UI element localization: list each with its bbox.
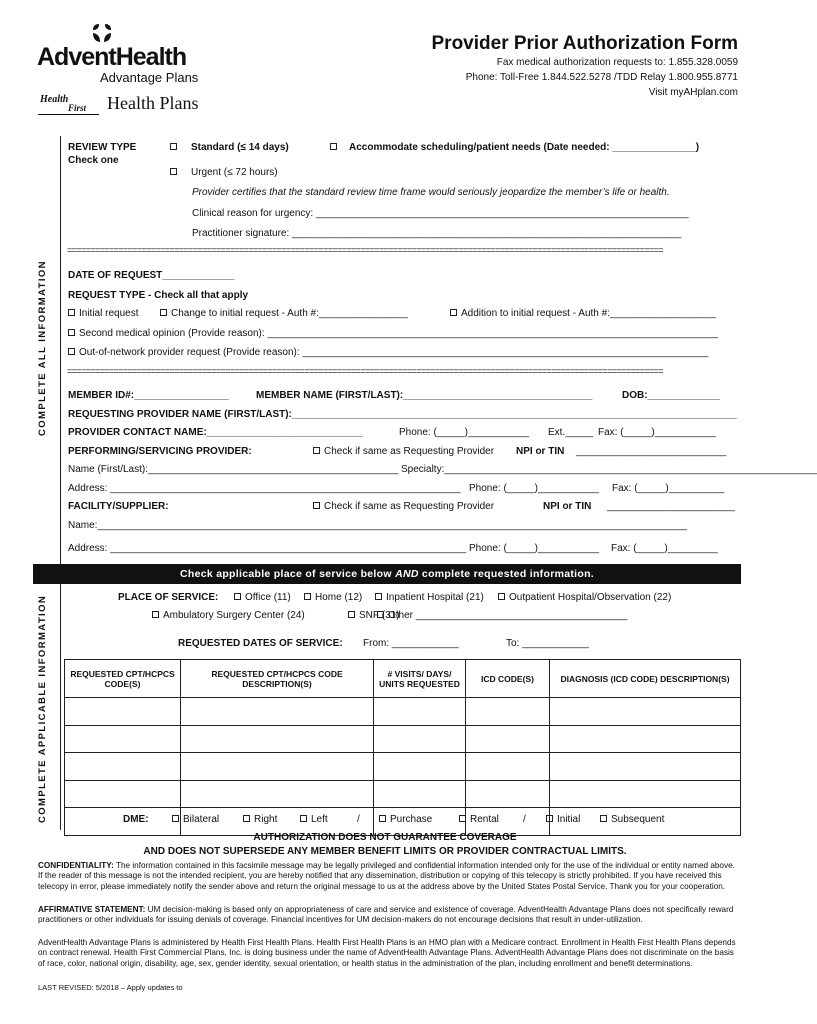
dme-purchase-checkbox[interactable] — [379, 815, 386, 822]
table-cell[interactable] — [374, 780, 466, 808]
dob-field[interactable]: DOB:_____________ — [622, 390, 720, 401]
facility-fax-field[interactable]: Fax: (_____)_________ — [611, 543, 718, 554]
pos-ambulatory-checkbox[interactable] — [152, 611, 159, 618]
dme-rental-checkbox[interactable] — [459, 815, 466, 822]
accommodate-checkbox[interactable] — [330, 143, 337, 150]
accommodate-label: Accommodate scheduling/patient needs (Date needed: _______________) — [349, 142, 700, 153]
dme-right-option[interactable] — [243, 814, 277, 825]
phone-line: Phone: Toll-Free 1.844.522.5278 /TDD Relay 1.800.955.8771 — [465, 72, 738, 83]
review-check-one: Check one — [68, 155, 119, 166]
side-label-complete-applicable: COMPLETE APPLICABLE INFORMATION — [37, 594, 48, 823]
visit-line: Visit myAHplan.com — [648, 87, 738, 98]
out-of-network-checkbox[interactable] — [68, 348, 75, 355]
date-of-request-field[interactable]: DATE OF REQUEST_____________ — [68, 270, 235, 281]
pos-outpatient-label: Outpatient Hospital/Observation (22) — [509, 592, 672, 603]
last-revised: LAST REVISED: 5/2018 – Apply updates to — [38, 983, 183, 992]
pos-other-label: Other ______________________________________ — [388, 610, 628, 621]
dme-purchase-label: Purchase — [390, 814, 433, 825]
facility-npi-field[interactable]: _______________________ — [607, 501, 735, 512]
adventhealth-logo-name: AdventHealth — [37, 43, 187, 71]
member-name-field[interactable]: MEMBER NAME (FIRST/LAST):__________________________________ — [256, 390, 593, 401]
dme-purchase-option[interactable] — [379, 814, 432, 825]
page-title: Provider Prior Authorization Form — [431, 33, 738, 54]
urgent-label: Urgent (≤ 72 hours) — [191, 167, 278, 178]
services-table — [64, 659, 741, 836]
performing-name-field[interactable]: Name (First/Last):_____________________________________________ — [68, 464, 399, 475]
standard-label: Standard (≤ 14 days) — [191, 142, 289, 153]
performing-phone-field[interactable]: Phone: (_____)___________ — [469, 483, 600, 494]
second-opinion-label: Second medical opinion (Provide reason): _________________________________________________________________________________ — [79, 328, 718, 339]
adventhealth-logo-subtitle: Advantage Plans — [100, 70, 199, 85]
pos-outpatient-checkbox[interactable] — [498, 593, 505, 600]
addition-request-option[interactable] — [450, 308, 716, 319]
pos-home-label: Home (12) — [315, 592, 363, 603]
pos-other-checkbox[interactable] — [377, 611, 384, 618]
dme-initial-checkbox[interactable] — [546, 815, 553, 822]
dme-initial-label: Initial — [557, 814, 581, 825]
table-row — [65, 780, 741, 808]
provider-certifies-text: Provider certifies that the standard review time frame would seriously jeopardize the member’s life or health. — [192, 187, 670, 198]
table-cell[interactable] — [181, 725, 374, 753]
facility-same-option[interactable] — [313, 501, 494, 512]
pos-outpatient-option[interactable] — [498, 592, 671, 603]
banner-text-post: complete requested information. — [418, 568, 595, 580]
place-of-service-label: PLACE OF SERVICE: — [118, 592, 219, 603]
table-row — [65, 698, 741, 726]
banner-text-and: AND — [395, 568, 419, 580]
coverage-disclaimer-line2: AND DOES NOT SUPERSEDE ANY MEMBER BENEFIT LIMITS OR PROVIDER CONTRACTUAL LIMITS. — [143, 846, 627, 857]
header-diagnosis-description: DIAGNOSIS (ICD CODE) DESCRIPTION(S) — [550, 660, 741, 698]
pos-office-label: Office (11) — [245, 592, 291, 603]
dates-to-field[interactable]: To: ____________ — [506, 638, 589, 649]
confidentiality-label: CONFIDENTIALITY: — [38, 861, 114, 870]
pos-inpatient-label: Inpatient Hospital (21) — [386, 592, 484, 603]
table-cell[interactable] — [374, 725, 466, 753]
separator-1: ================================================================================================================================ — [67, 245, 663, 255]
pos-office-option[interactable] — [234, 592, 291, 603]
second-opinion-option[interactable] — [68, 328, 740, 339]
confidentiality-text: The information contained in this facsimile message may be legally privileged and confidential information intended only for the use of the individual or entity named above. If the reader of this message is not the intended recipient, you are hereby notified that any dissemination, distribution or copying of this telecopy is strictly prohibited. If you have received this telecopy in error, please immediately notify the sender above and return the original message to us at the address above by the United States Postal Service. Thank you for your cooperation. — [38, 861, 735, 891]
pos-inpatient-checkbox[interactable] — [375, 593, 382, 600]
table-cell[interactable] — [550, 753, 741, 781]
facility-phone-field[interactable]: Phone: (_____)___________ — [469, 543, 600, 554]
header-visits-units: # VISITS/ DAYS/ UNITS REQUESTED — [374, 660, 466, 698]
pos-ambulatory-label: Ambulatory Surgery Center (24) — [163, 610, 305, 621]
adventhealth-logo-mark — [90, 22, 114, 44]
fax-line: Fax medical authorization requests to: 1.855.328.0059 — [496, 57, 738, 68]
performing-same-checkbox[interactable] — [313, 447, 320, 454]
initial-request-option[interactable] — [68, 308, 138, 319]
dme-left-checkbox[interactable] — [300, 815, 307, 822]
dme-bilateral-checkbox[interactable] — [172, 815, 179, 822]
health-first-logo: Health First — [38, 94, 99, 115]
dme-right-checkbox[interactable] — [243, 815, 250, 822]
accommodate-option[interactable] — [330, 142, 699, 153]
performing-provider-label: PERFORMING/SERVICING PROVIDER: — [68, 446, 252, 457]
coverage-disclaimer-line1: AUTHORIZATION DOES NOT GUARANTEE COVERAGE — [253, 832, 517, 843]
standard-checkbox[interactable] — [170, 143, 177, 150]
dme-subsequent-checkbox[interactable] — [600, 815, 607, 822]
second-opinion-checkbox[interactable] — [68, 329, 75, 336]
banner-text-pre: Check applicable place of service below — [179, 568, 396, 580]
facility-name-field[interactable]: Name:__________________________________________________________________________________________________________ — [68, 520, 687, 531]
table-cell[interactable] — [65, 753, 181, 781]
initial-request-checkbox[interactable] — [68, 309, 75, 316]
change-request-option[interactable] — [160, 308, 408, 319]
urgent-option[interactable] — [170, 167, 278, 178]
table-cell[interactable] — [181, 780, 374, 808]
performing-npi-field[interactable]: ___________________________ — [576, 446, 727, 457]
confidentiality-paragraph — [38, 861, 740, 892]
addition-request-checkbox[interactable] — [450, 309, 457, 316]
performing-address-field[interactable]: Address: _______________________________________________________________ — [68, 483, 461, 494]
pos-snf-checkbox[interactable] — [348, 611, 355, 618]
facility-address-field[interactable]: Address: ________________________________________________________________ — [68, 543, 467, 554]
member-id-field[interactable]: MEMBER ID#:_________________ — [68, 390, 229, 401]
dme-slash-2: / — [523, 814, 526, 825]
table-cell[interactable] — [466, 780, 550, 808]
table-cell[interactable] — [550, 780, 741, 808]
table-row — [65, 753, 741, 781]
dme-label: DME: — [123, 814, 149, 825]
affirmative-paragraph — [38, 905, 740, 926]
dme-bilateral-option[interactable] — [172, 814, 219, 825]
side-label-complete-all: COMPLETE ALL INFORMATION — [37, 260, 48, 436]
dme-right-label: Right — [254, 814, 278, 825]
pos-other-option[interactable] — [377, 610, 627, 621]
practitioner-signature-field[interactable]: Practitioner signature: ______________________________________________________________________ — [192, 228, 682, 239]
addition-request-label: Addition to initial request - Auth #:___________________ — [461, 308, 716, 319]
out-of-network-label: Out-of-network provider request (Provide reason): _________________________________________________________________________ — [79, 347, 709, 358]
request-type-label: REQUEST TYPE - Check all that apply — [68, 290, 249, 301]
facility-same-checkbox[interactable] — [313, 502, 320, 509]
facility-npi-label: NPI or TIN — [543, 501, 592, 512]
header-cpt-description: REQUESTED CPT/HCPCS CODE DESCRIPTION(S) — [181, 660, 374, 698]
table-cell[interactable] — [550, 725, 741, 753]
out-of-network-option[interactable] — [68, 347, 730, 358]
requested-dates-label: REQUESTED DATES OF SERVICE: — [178, 638, 343, 649]
left-border-top — [60, 136, 61, 564]
dme-slash-1: / — [357, 814, 360, 825]
affirmative-label: AFFIRMATIVE STATEMENT: — [38, 905, 146, 914]
table-cell[interactable] — [374, 698, 466, 726]
left-border-bottom — [60, 583, 61, 830]
pos-ambulatory-option[interactable] — [152, 610, 305, 621]
table-cell[interactable] — [65, 780, 181, 808]
place-of-service-banner — [33, 564, 741, 584]
requesting-provider-field[interactable]: REQUESTING PROVIDER NAME (FIRST/LAST):________________________________________________________________________________ — [68, 409, 737, 420]
contact-fax-field[interactable]: Fax: (_____)___________ — [598, 427, 716, 438]
table-cell[interactable] — [65, 725, 181, 753]
dme-subsequent-label: Subsequent — [611, 814, 665, 825]
urgent-checkbox[interactable] — [170, 168, 177, 175]
dme-initial-option[interactable] — [546, 814, 580, 825]
performing-same-label: Check if same as Requesting Provider — [324, 446, 495, 457]
dme-subsequent-option[interactable] — [600, 814, 664, 825]
table-cell[interactable] — [65, 698, 181, 726]
contact-name-field[interactable]: PROVIDER CONTACT NAME:____________________________ — [68, 427, 363, 438]
change-request-checkbox[interactable] — [160, 309, 167, 316]
table-cell[interactable] — [466, 753, 550, 781]
dme-rental-label: Rental — [470, 814, 499, 825]
initial-request-label: Initial request — [79, 308, 139, 319]
administration-paragraph: AdventHealth Advantage Plans is administered by Health First Health Plans. Health First Health Plans is an HMO plan with a Medicare contract. Enrollment in Health First Health Plans depends on contract renewal. Health First Commercial Plans, Inc. is doing business under the name of AdventHealth Advantage Plans. AdventHealth Advantage Plans does not discriminate on the basis of race, color, national origin, disability, age, sex, gender identity, sexual orientation, or health status in the administration of the plan, including enrollment and benefit determinations. — [38, 938, 736, 968]
facility-same-label: Check if same as Requesting Provider — [324, 501, 495, 512]
performing-fax-field[interactable]: Fax: (_____)__________ — [612, 483, 725, 494]
table-row — [65, 725, 741, 753]
contact-ext-field[interactable]: Ext._____ — [548, 427, 594, 438]
clinical-reason-field[interactable]: Clinical reason for urgency: ___________________________________________________________________ — [192, 208, 689, 219]
standard-option[interactable] — [170, 142, 289, 153]
header-cpt-code: REQUESTED CPT/HCPCS CODE(S) — [65, 660, 181, 698]
pos-home-checkbox[interactable] — [304, 593, 311, 600]
header-icd-code: ICD CODE(S) — [466, 660, 550, 698]
pos-snf-label: SNF (31) — [359, 610, 400, 621]
dme-rental-option[interactable] — [459, 814, 499, 825]
dme-left-label: Left — [311, 814, 328, 825]
facility-supplier-label: FACILITY/SUPPLIER: — [68, 501, 169, 512]
dates-from-field[interactable]: From: ____________ — [363, 638, 459, 649]
pos-office-checkbox[interactable] — [234, 593, 241, 600]
performing-npi-label: NPI or TIN — [516, 446, 565, 457]
pos-inpatient-option[interactable] — [375, 592, 484, 603]
table-header-row — [65, 660, 741, 698]
dme-left-option[interactable] — [300, 814, 328, 825]
dme-bilateral-label: Bilateral — [183, 814, 220, 825]
health-plans-logo-text: Health Plans — [107, 93, 199, 113]
table-cell[interactable] — [181, 698, 374, 726]
change-request-label: Change to initial request - Auth #:________________ — [171, 308, 408, 319]
contact-phone-field[interactable]: Phone: (_____)___________ — [399, 427, 530, 438]
table-cell[interactable] — [374, 753, 466, 781]
table-cell[interactable] — [181, 753, 374, 781]
performing-specialty-field[interactable]: Specialty:___________________________________________________________________ — [401, 464, 817, 475]
table-cell[interactable] — [466, 698, 550, 726]
table-cell[interactable] — [550, 698, 741, 726]
affirmative-text: UM decision-making is based only on appropriateness of care and service and existence of coverage. AdventHealth Advantage Plans does not specifically reward practitioners or other individuals for issuing denials of coverage. Financial incentives for UM decision-makers do not encourage decisions that result in under-utilization. — [38, 905, 734, 925]
performing-same-option[interactable] — [313, 446, 494, 457]
table-cell[interactable] — [466, 725, 550, 753]
separator-2: ================================================================================================================================ — [67, 366, 663, 376]
pos-home-option[interactable] — [304, 592, 362, 603]
review-type-label: REVIEW TYPE — [68, 142, 137, 153]
